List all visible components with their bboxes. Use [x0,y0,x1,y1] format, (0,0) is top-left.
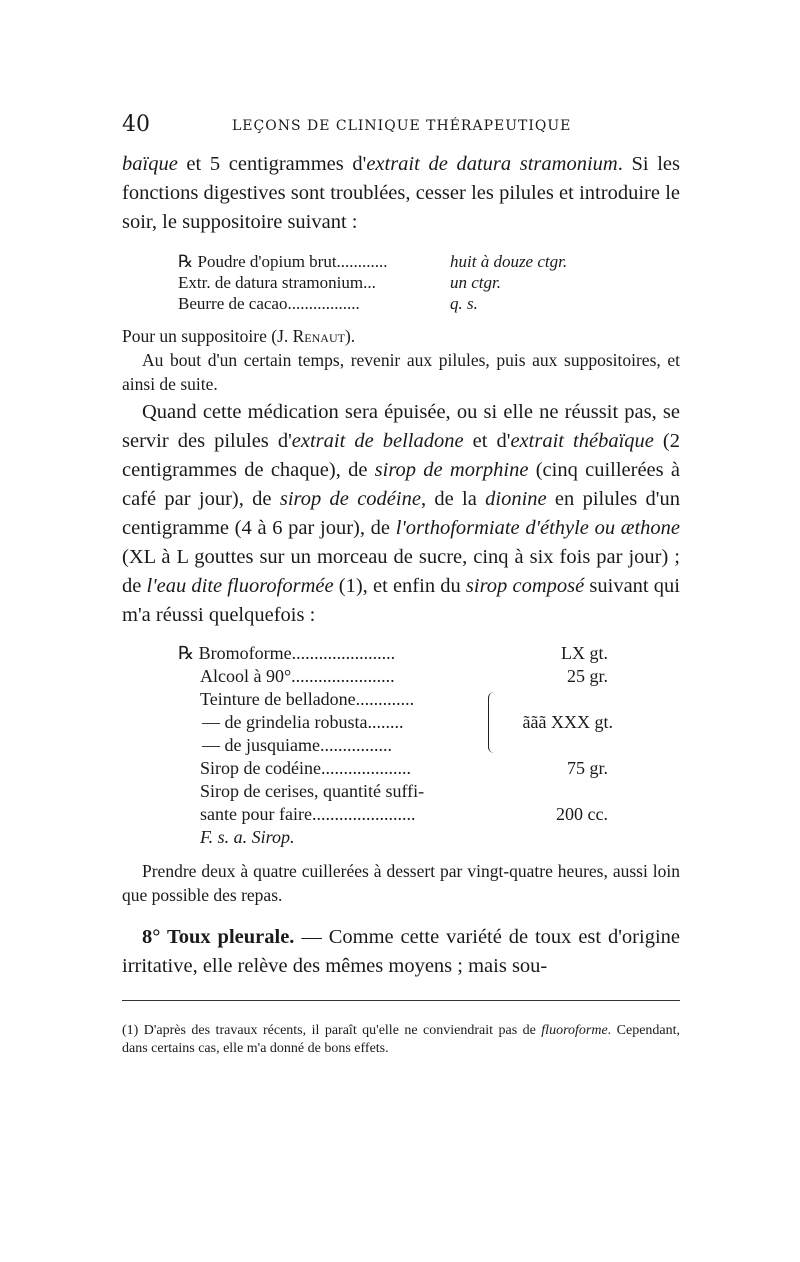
ingredient-quantity: LX gt. [561,643,608,663]
ingredient-quantity: 25 gr. [566,666,608,686]
ingredient-name: — de grindelia robusta........ [202,712,404,732]
prescription-suppository [178,251,678,314]
section-heading: 8° Toux pleurale. [142,926,295,948]
text: et 5 centigrammes d' [177,153,367,175]
text: Pour un suppositoire (J. [122,326,293,346]
prescription-line [178,780,628,803]
text-italic: l'orthoformiate d'éthyle ou æthone [395,517,680,539]
prescription-instruction: F. s. a. Sirop. [200,827,295,847]
ingredient-name: Sirop de cerises, quantité suffi- [200,781,425,801]
paragraph-5: Prendre deux à quatre cuillerées à dessert par vingt-quatre heures, aussi loin que possible des repas. [122,861,680,905]
prescription-line [178,642,628,665]
text: suivant qui m'a réussi quelquefois : [122,575,680,626]
footnote [122,1022,680,1058]
prescription-line [178,757,628,780]
ingredient-name: Teinture de belladone............. [200,689,415,709]
ingredient-quantity: un ctgr. [450,273,501,292]
prescription-line [178,803,628,826]
text: , de la [420,488,486,510]
text: Quand cette médication sera épuisée, ou si elle ne réussit pas, se servir des pilules d' [122,401,680,452]
ingredient-name: ℞ Poudre d'opium brut............ [178,252,388,271]
prescription-syrup [178,642,628,849]
page-header [122,112,682,142]
text-italic: extrait de datura stramonium [366,153,618,175]
text-italic: sirop composé [465,575,585,597]
ingredient-name: Sirop de codéine.................... [200,758,411,778]
ingredient-name: — de jusquiame................ [202,735,392,755]
author-name: Renaut [292,326,345,346]
text: (cinq cuillerées à café par jour), de [122,459,680,510]
prescription-line [178,251,678,272]
text-italic: extrait de belladone [291,430,464,452]
text: . Si les fonctions digestives sont troublées, cesser les pilules et introduire le soir, le suppositoire suivant : [122,153,680,233]
text: (1) D'après des travaux récents, il paraît qu'elle ne conviendrait pas de [122,1023,542,1038]
page-body [122,150,680,981]
ingredient-quantity: huit à douze ctgr. [450,252,568,271]
text: en pilules d'un centigramme (4 à 6 par jour), de [122,488,680,539]
text-italic: sirop de codéine [279,488,421,510]
text: (2 centigrammes de chaque), de [122,430,681,481]
text-italic: fluoroforme [541,1023,608,1038]
text-italic: extrait thébaïque [510,430,654,452]
text: . Cependant, dans certains cas, elle m'a donné de bons effets. [122,1023,681,1056]
text: — Comme cette variété de toux est d'origine irritative, elle relève des mêmes moyens ; mais sou- [122,926,680,977]
text: et d' [463,430,511,452]
text-italic: sirop de morphine [374,459,529,481]
ingredient-quantity: 75 gr. [566,758,608,778]
page-number: 40 [122,112,150,137]
running-title: LEÇONS DE CLINIQUE THÉRAPEUTIQUE [232,118,572,134]
ingredient-quantity: 200 cc. [556,804,608,824]
text-italic: dionine [485,488,547,510]
ingredient-name: Alcool à 90°....................... [200,666,395,686]
ingredient-quantity: q. s. [450,294,478,313]
text: (1), et enfin du [333,575,466,597]
text-italic: baïque [122,153,178,175]
grouped-lines [178,688,488,757]
paragraph-6 [122,923,680,981]
text-italic: l'eau dite fluoroformée [146,575,334,597]
ingredient-name: Extr. de datura stramonium... [178,273,376,292]
grouped-ingredients [178,688,628,757]
text: (XL à L gouttes sur un morceau de sucre, cinq à six fois par jour) ; de [122,546,680,597]
ingredient-name: Beurre de cacao................. [178,294,360,313]
paragraph-1 [122,150,680,237]
prescription-line [178,665,628,688]
paragraph-2 [122,324,680,348]
paragraph-3: Au bout d'un certain temps, revenir aux pilules, puis aux suppositoires, et ainsi de suite. [122,350,680,394]
ingredient-name: ℞ Bromoforme....................... [178,643,396,663]
prescription-line [178,293,678,314]
paragraph-4 [122,398,680,630]
ingredient-quantity: ããã XXX gt. [522,712,613,732]
text: ). [344,326,356,346]
ingredient-name: sante pour faire....................... [200,804,416,824]
prescription-line [178,826,628,849]
brace-mark [488,692,503,753]
footnote-divider [122,1000,680,1001]
prescription-line [178,272,678,293]
